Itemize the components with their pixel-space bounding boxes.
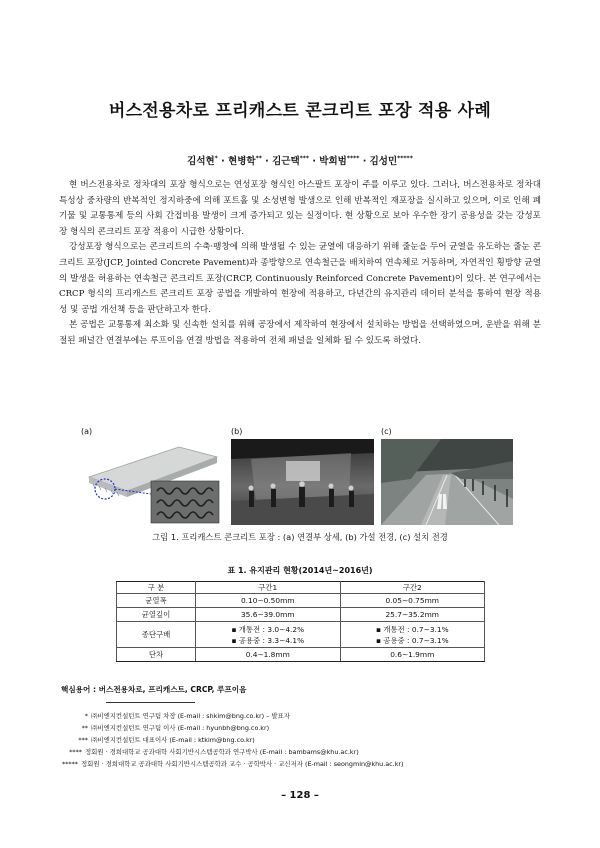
author-list (0, 153, 600, 167)
row-label: 단차 (117, 648, 196, 662)
panel-label-b: (b) (231, 427, 243, 436)
page-number: – 128 – (281, 790, 319, 801)
maintenance-table (116, 581, 485, 662)
footnote-mark: ** (81, 724, 88, 732)
table-row (117, 608, 485, 622)
table-header-cell: 구간1 (196, 582, 341, 594)
author-name: 김성민 (369, 156, 398, 167)
table-cell (340, 622, 485, 648)
author-mark: * (214, 154, 218, 162)
footnote-text: ㈜비엔지컨설턴트 연구팀 이사 (E-mail : hyunbh@bng.co.kr) (91, 724, 270, 732)
table-row (117, 594, 485, 608)
footnote-text: 정회원 · 경희대학교 공과대학 사회기반시스템공학과 연구박사 (E-mail : bambams@khu.ac.kr) (85, 748, 359, 756)
author-name: 박희범 (319, 156, 347, 167)
author-separator: · (312, 156, 316, 167)
cell-line: ▪ 개통전 : 3.0∼4.2% (231, 624, 305, 634)
table-row (117, 648, 485, 662)
author-name: 김근택 (272, 156, 300, 167)
footnote-mark: * (84, 712, 88, 720)
footnote-mark: *** (78, 736, 88, 744)
table-header-cell: 구간2 (340, 582, 485, 594)
paper-title: 버스전용차로 프리캐스트 콘크리트 포장 적용 사례 (108, 101, 492, 121)
author-separator: · (362, 156, 367, 167)
author-mark: ***** (397, 154, 413, 162)
footnote (64, 723, 269, 732)
row-label: 균열깊이 (117, 608, 196, 622)
table-cell (196, 622, 341, 648)
figure-caption: 그림 1. 프리캐스트 콘크리트 포장 : (a) 연결부 상세, (b) 가설 전경, (c) 설치 전경 (152, 532, 448, 542)
body-paragraph: 강성포장 형식으로는 콘크리트의 수축·팽창에 의해 발생될 수 있는 균열에 대응하기 위해 줄눈을 두어 균열을 유도하는 줄눈 콘크리트 포장(JCP, Jointed Concrete Pavement)과 종방향으로 연속철근을 배치하여 연속체로 거동하며, 자연적인 횡방향 균열의 발생을 허용하는 연속철근 콘크리트 포장(CRCP, Continuously Reinforced Concrete Pavement)이 있다. 본 연구에서는 CRCP 형식의 프리캐스트 콘크리트 포장 공법을 개발하여 현장에 적용하고, 다년간의 유지관리 데이터 분석을 통하여 현장 적용성 및 공법 개선책 등을 판단하고자 한다. (59, 242, 541, 315)
row-label: 균열폭 (117, 594, 196, 608)
cell-line: ▪ 개통전 : 0.7∼3.1% (375, 624, 449, 634)
author-separator: · (221, 156, 225, 167)
table-cell: 0.05∼0.75mm (340, 594, 485, 608)
author-name: 김석현 (187, 156, 215, 167)
footnote-text: 정회원 · 경희대학교 공과대학 사회기반시스템공학과 교수 · 공학박사 · 교신저자 (E-mail : seongmin@khu.ac.kr) (81, 760, 404, 768)
table-header-cell: 구 분 (117, 582, 196, 594)
precast-panel-detail-image (81, 439, 223, 525)
table-cell: 25.7∼35.2mm (340, 608, 485, 622)
panel-label-c: (c) (381, 427, 392, 436)
body-text (59, 178, 541, 350)
construction-photo (231, 439, 374, 525)
footnote-text: ㈜비엔지컨설턴트 연구팀 차장 (E-mail : shkim@bng.co.kr) – 발표자 (91, 712, 290, 720)
panel-label-a: (a) (81, 427, 93, 436)
footnote-rule (106, 702, 195, 703)
table-title: 표 1. 유지관리 현황(2014년~2016년) (227, 566, 373, 575)
author-mark: **** (346, 154, 360, 162)
table-cell: 35.6∼39.0mm (196, 608, 341, 622)
footnote-mark: ***** (62, 760, 78, 768)
author-mark: ** (255, 154, 262, 162)
footnote (64, 711, 290, 720)
table-row (117, 622, 485, 648)
cell-line: ▪ 공용중 : 3.3∼4.1% (231, 635, 305, 645)
footnote (56, 759, 404, 768)
table-cell: 0.4∼1.8mm (196, 648, 341, 662)
footnote (64, 735, 255, 744)
row-label: 종단구배 (117, 622, 196, 648)
cell-line: ▪ 공용중 : 0.7∼3.1% (375, 635, 449, 645)
body-paragraph: 본 공법은 교통통제 최소화 및 신속한 설치를 위해 공장에서 제작하여 현장에서 설치하는 방법을 선택하였으며, 운반을 위해 분절된 패널간 연결부에는 루프이음 연결 방법을 적용하여 전체 패널을 일체화 될 수 있도록 하였다. (59, 320, 541, 346)
footnote-text: ㈜비엔지컨설턴트 대표이사 (E-mail : ktkim@bng.co.kr) (91, 736, 255, 744)
author-separator: · (265, 156, 269, 167)
keywords: 핵심용어 : 버스전용차로, 프리캐스트, CRCP, 루프이음 (61, 685, 247, 694)
author-name: 현병학 (228, 156, 256, 167)
installed-road-photo (381, 439, 513, 525)
footnote (60, 747, 359, 756)
figure-1 (81, 427, 531, 527)
footnote-mark: **** (69, 748, 82, 756)
table-header-row (117, 582, 485, 594)
table-cell: 0.6∼1.9mm (340, 648, 485, 662)
body-paragraph: 현 버스전용차로 정차대의 포장 형식으로는 연성포장 형식인 아스팔트 포장이 주를 이루고 있다. 그러나, 버스전용차로 정차대 특성상 중차량의 반복적인 정지하중에 의해 포트홀 및 소성변형 발생으로 인해 반복적인 재포장을 실시하고 있으며, 이로 인해 폐기물 및 교통통제 등의 사회 간접비용 발생이 크게 증가되고 있는 실정이다. 현 상황으로 보아 우수한 장기 공용성을 갖는 강성포장 형식의 콘크리트 포장 적용이 시급한 상황이다. (59, 180, 541, 237)
author-mark: *** (299, 154, 310, 162)
table-cell: 0.10∼0.50mm (196, 594, 341, 608)
